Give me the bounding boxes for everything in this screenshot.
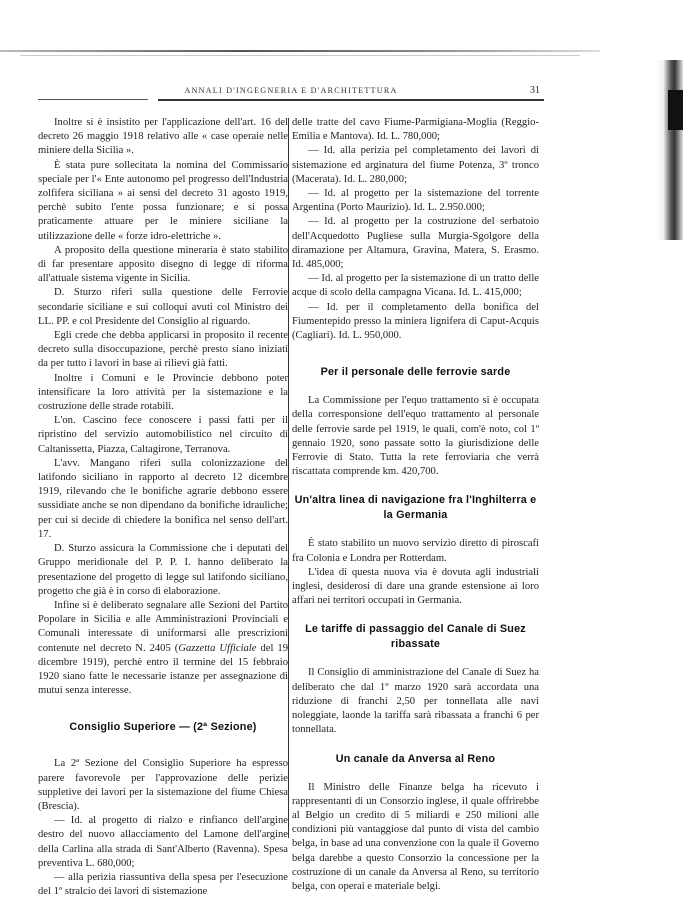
text-run: Infine si è deliberato segnalare alle Sezioni del Partito Popolare in Sicilia e alle Amministrazioni Provinciali e Comunali interessate di uniformarsi alle prescrizioni contenute nel decreto N. 2405 ( <box>38 599 288 654</box>
paragraph: A proposito della questione mineraria è stato stabilito di far presentare apposito disegno di legge di riforma all'attuale sistema vigente in Sicilia. <box>38 244 288 285</box>
paragraph: Egli crede che debba applicarsi in proposito il recente decreto sulla disoccupazione, perchè presto siano iniziati da per tutto i lavori in base ai rilievi già fatti. <box>38 330 288 370</box>
header-rule-left <box>38 99 148 100</box>
gazette-title: Gazzetta Ufficiale <box>178 642 257 654</box>
paragraph: Il Ministro delle Finanze belga ha ricevuto i rappresentanti di un Consorzio inglese, il quale offrirebbe al Belgio un credito di 5 miliardi e 250 milioni alle condizioni più vantaggiose dal punto di vista del cambio belga, in base ad una convenzione con la quale il Governo belga darebbe a questo Consorzio la concessione per la costruzione di un canale da Anversa al Reno, su territorio belga, con operai e materiale belgi. <box>292 781 539 892</box>
paragraph: È stato stabilito un nuovo servizio diretto di piroscafi fra Colonia e Londra per Rotterdam. <box>292 538 539 564</box>
heading-canale-anversa: Un canale da Anversa al Reno <box>335 752 496 765</box>
scan-edge-shadow <box>655 60 683 240</box>
paragraph: La Commissione per l'equo trattamento si è occupata della corresponsione dell'equo trattamento al personale delle ferrovie sarde pel 1919, le quali, com'è noto, col 1º gennaio 1920, sono passate sotto la giurisdizione delle Ferrovie di Stato. Tutta la rete ferroviaria che verrà riscattata comprende km. 420,700. <box>292 395 539 478</box>
heading-navigazione: Un'altra linea di navigazione fra l'Inghilterra e la Germania <box>294 494 537 522</box>
page-number: 31 <box>530 85 540 96</box>
list-item: — Id. al progetto per la sistemazione del torrente Argentina (Porto Maurizio). Id. L. 2.950.000; <box>292 188 539 214</box>
paragraph: L'idea di questa nuova via è dovuta agli industriali inglesi, desiderosi di dare una grande estensione ai loro affari nei territori occupati in Germania. <box>292 566 539 607</box>
header-rule-right <box>158 99 544 101</box>
scan-top-rule <box>0 50 600 52</box>
paragraph: Inoltre i Comuni e le Provincie debbono poter intensificare la loro attività per la sistemazione e la costruzione delle strade rotabili. <box>38 372 288 413</box>
column-divider <box>288 118 289 838</box>
right-column <box>292 116 539 894</box>
paragraph: L'avv. Mangano riferì sulla colonizzazione del latifondo siciliano in rapporto al decreto 12 dicembre 1919, rilevando che le bonifiche agrarie debbono essere sussidiate anche se non dipendano da bonifiche idrauliche; per cui si decide di chiedere la bonifica nel senso dell'art. 17. <box>38 457 288 540</box>
list-item: — Id. al progetto per la sistemazione di un tratto delle acque di scolo della campagna Vicana. Id. L. 415,000; <box>292 273 539 299</box>
scan-edge-mark <box>668 90 683 130</box>
heading-canale-suez: Le tariffe di passaggio del Canale di Suez ribassate <box>305 623 526 651</box>
heading-consiglio-superiore: Consiglio Superiore — (2ª Sezione) <box>69 721 257 734</box>
paragraph <box>38 599 288 698</box>
paragraph: — alla perizia riassuntiva della spesa per l'esecuzione del 1º stralcio dei lavori di sistemazione <box>38 871 288 898</box>
left-column <box>38 116 288 899</box>
paragraph: La 2ª Sezione del Consiglio Superiore ha espresso parere favorevole per l'approvazione delle perizie suppletive dei lavori per la sistemazione del fiume Chiesa (Brescia). <box>38 758 288 812</box>
paragraph: D. Sturzo assicura la Commissione che i deputati del Gruppo meridionale del P. P. I. hanno deliberato la presentazione del progetto di legge sul latifondo siciliano, progetto che già è in corso di elaborazione. <box>38 543 288 597</box>
paragraph: — Id. al progetto di rialzo e rinfianco dell'argine destro del nuovo allacciamento del Lamone dell'argine della Carlina alla strada di Sant'Alberto (Ravenna). Spesa preventiva L. 680,000; <box>38 815 288 869</box>
paragraph: Il Consiglio di amministrazione del Canale di Suez ha deliberato che dal 1º marzo 1920 sarà accordata una riduzione di franchi 2,50 per tonnellata alle navi noleggiate, laonde la tariffa sarà ribassata a franchi 6 per tonnellata. <box>292 667 539 736</box>
paragraph: L'on. Cascino fece conoscere i passi fatti per il ripristino del servizio automobilistico nel circuito di Caltanissetta, Piazza, Caltagirone, Terranova. <box>38 415 288 455</box>
list-item: — Id. alla perizia pel completamento dei lavori di sistemazione ed arginatura del fiume Potenza, 3º tronco (Macerata). Id. L. 280,000; <box>292 145 539 185</box>
heading-ferrovie-sarde: Per il personale delle ferrovie sarde <box>320 366 511 379</box>
scan-top-rule-thin <box>20 55 580 56</box>
list-item: — Id. al progetto per la costruzione del serbatoio dell'Acquedotto Pugliese sulla Murgia-Sgolgore della diramazione per Altamura, Gravina, Matera, S. Erasmo. Id. 485,000; <box>292 216 539 271</box>
running-head <box>38 86 544 98</box>
list-item: — Id. per il completamento della bonifica del Fiumentepido presso la miniera lignifera di Caput-Acquis (Cagliari). Id. L. 950,000. <box>292 301 539 342</box>
paragraph: È stata pure sollecitata la nomina del Commissario speciale per l'« Ente autonomo pel progresso dell'Industria zolfifera siciliana » ai sensi del decreto 31 agosto 1919, perchè subito l'ente possa funzionare; e si possa praticamente attuare per le miniere siciliane la utilizzazione delle « forze idro-elettriche ». <box>38 159 288 242</box>
paragraph: Inoltre si è insistito per l'applicazione dell'art. 16 del decreto 26 maggio 1918 relativo alle « case operaie nelle miniere della Sicilia ». <box>38 117 288 157</box>
paragraph: delle tratte del cavo Fiume-Parmigiana-Moglia (Reggio-Emilia e Mantova). Id. L. 780,000; <box>292 117 539 143</box>
running-title: ANNALI D'INGEGNERIA E D'ARCHITETTURA <box>184 86 398 95</box>
text-run: del 19 dicembre 1919), perchè entro il termine del 15 febbraio 1920 siano fatte le necessarie istanze per assegnazione di mutui senza interesse. <box>38 642 289 697</box>
paragraph: D. Sturzo riferì sulla questione delle Ferrovie secondarie siciliane e sui colloqui avuti col Ministro dei LL. PP. e col Presidente del Consiglio al riguardo. <box>38 287 288 327</box>
